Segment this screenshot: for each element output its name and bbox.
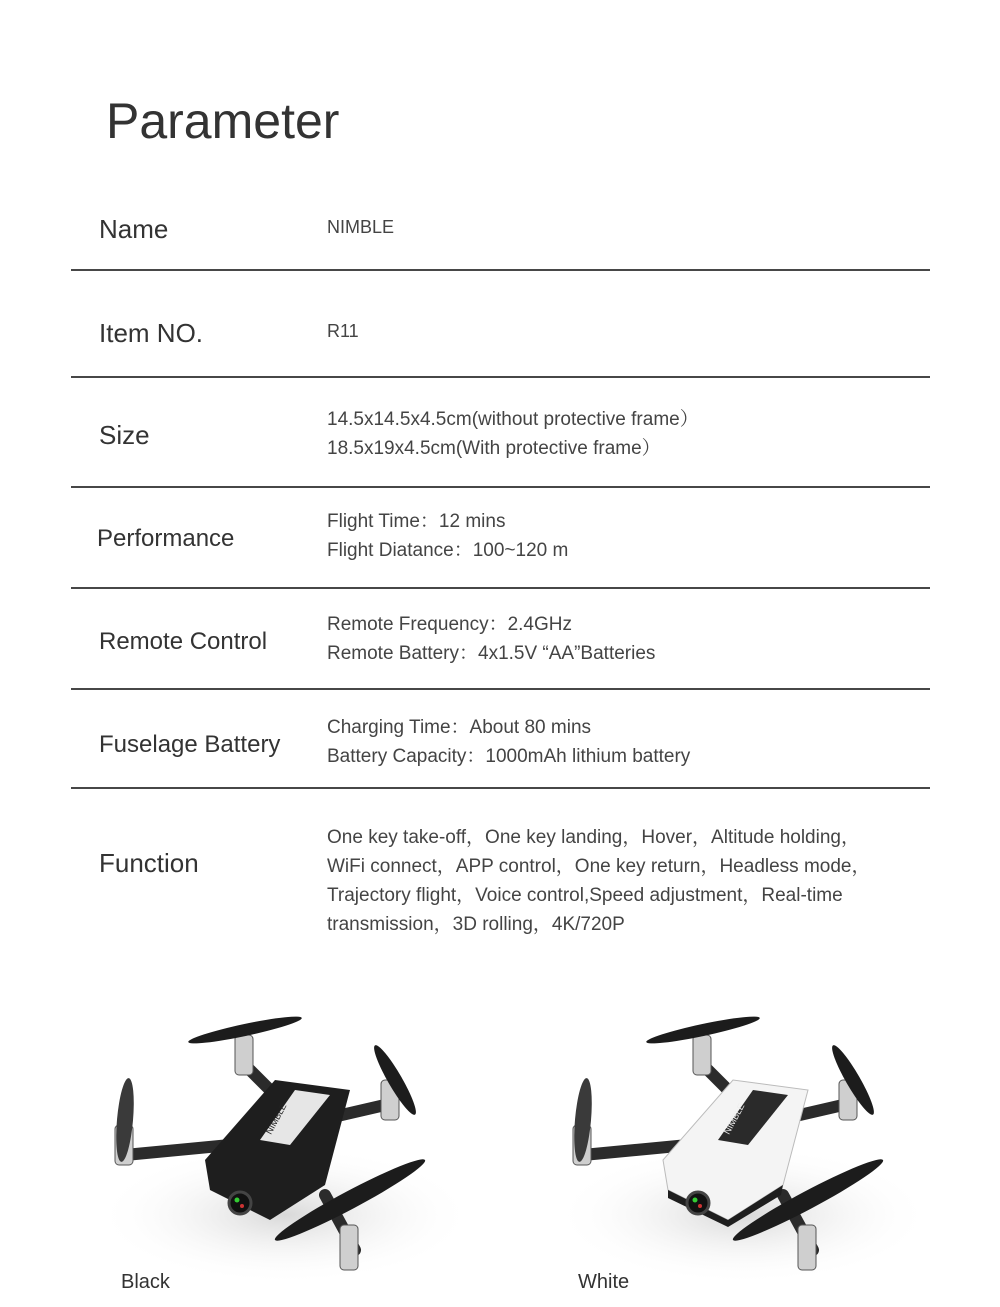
value-line: Remote Battery：4x1.5V “AA”Batteries [327,643,656,664]
label-fuselage-battery: Fuselage Battery [99,731,281,758]
product-caption-black: Black [121,1271,170,1293]
label-size: Size [99,420,150,450]
divider [71,269,930,271]
value-function [327,823,870,939]
camera-lens-icon [229,1192,251,1214]
label-performance: Performance [97,525,235,552]
divider [71,787,930,789]
value-line: 14.5x14.5x4.5cm(without protective frame） [327,409,699,430]
value-fuselage-battery [327,713,690,771]
value-size [327,405,699,463]
divider [71,688,930,690]
value-remote-control [327,610,655,668]
value-line: Flight Diatance：100~120 m [327,540,569,561]
value-line: Remote Frequency：2.4GHz [327,614,572,635]
value-line: Trajectory flight，Voice control,Speed adjustment，Real-time [327,885,843,906]
page-title: Parameter [106,93,340,149]
drone-brand-label: NIMBLE [721,1101,747,1136]
drone-brand-label: NIMBLE [263,1101,289,1136]
product-caption-white: White [578,1271,630,1293]
value-item-no: R11 [327,321,359,341]
value-line: 18.5x19x4.5cm(With protective frame） [327,438,661,459]
value-name: NIMBLE [327,217,395,237]
value-line: Battery Capacity：1000mAh lithium battery [327,746,691,767]
label-item-no: Item NO. [99,318,204,348]
value-performance [327,507,568,565]
value-line: Flight Time：12 mins [327,511,506,532]
divider [71,376,930,378]
label-name: Name [99,214,169,244]
value-line: transmission，3D rolling，4K/720P [327,914,625,935]
drone-image-white [543,995,943,1295]
value-line: Charging Time：About 80 mins [327,717,592,738]
value-line: WiFi connect，APP control，One key return，Headless mode， [327,856,871,877]
divider [71,486,930,488]
label-remote-control: Remote Control [99,628,268,655]
divider [71,587,930,589]
value-line: One key take-off，One key landing，Hover，Altitude holding， [327,827,860,848]
drone-image-black [85,995,485,1295]
camera-lens-icon [687,1192,709,1214]
label-function: Function [99,848,199,878]
